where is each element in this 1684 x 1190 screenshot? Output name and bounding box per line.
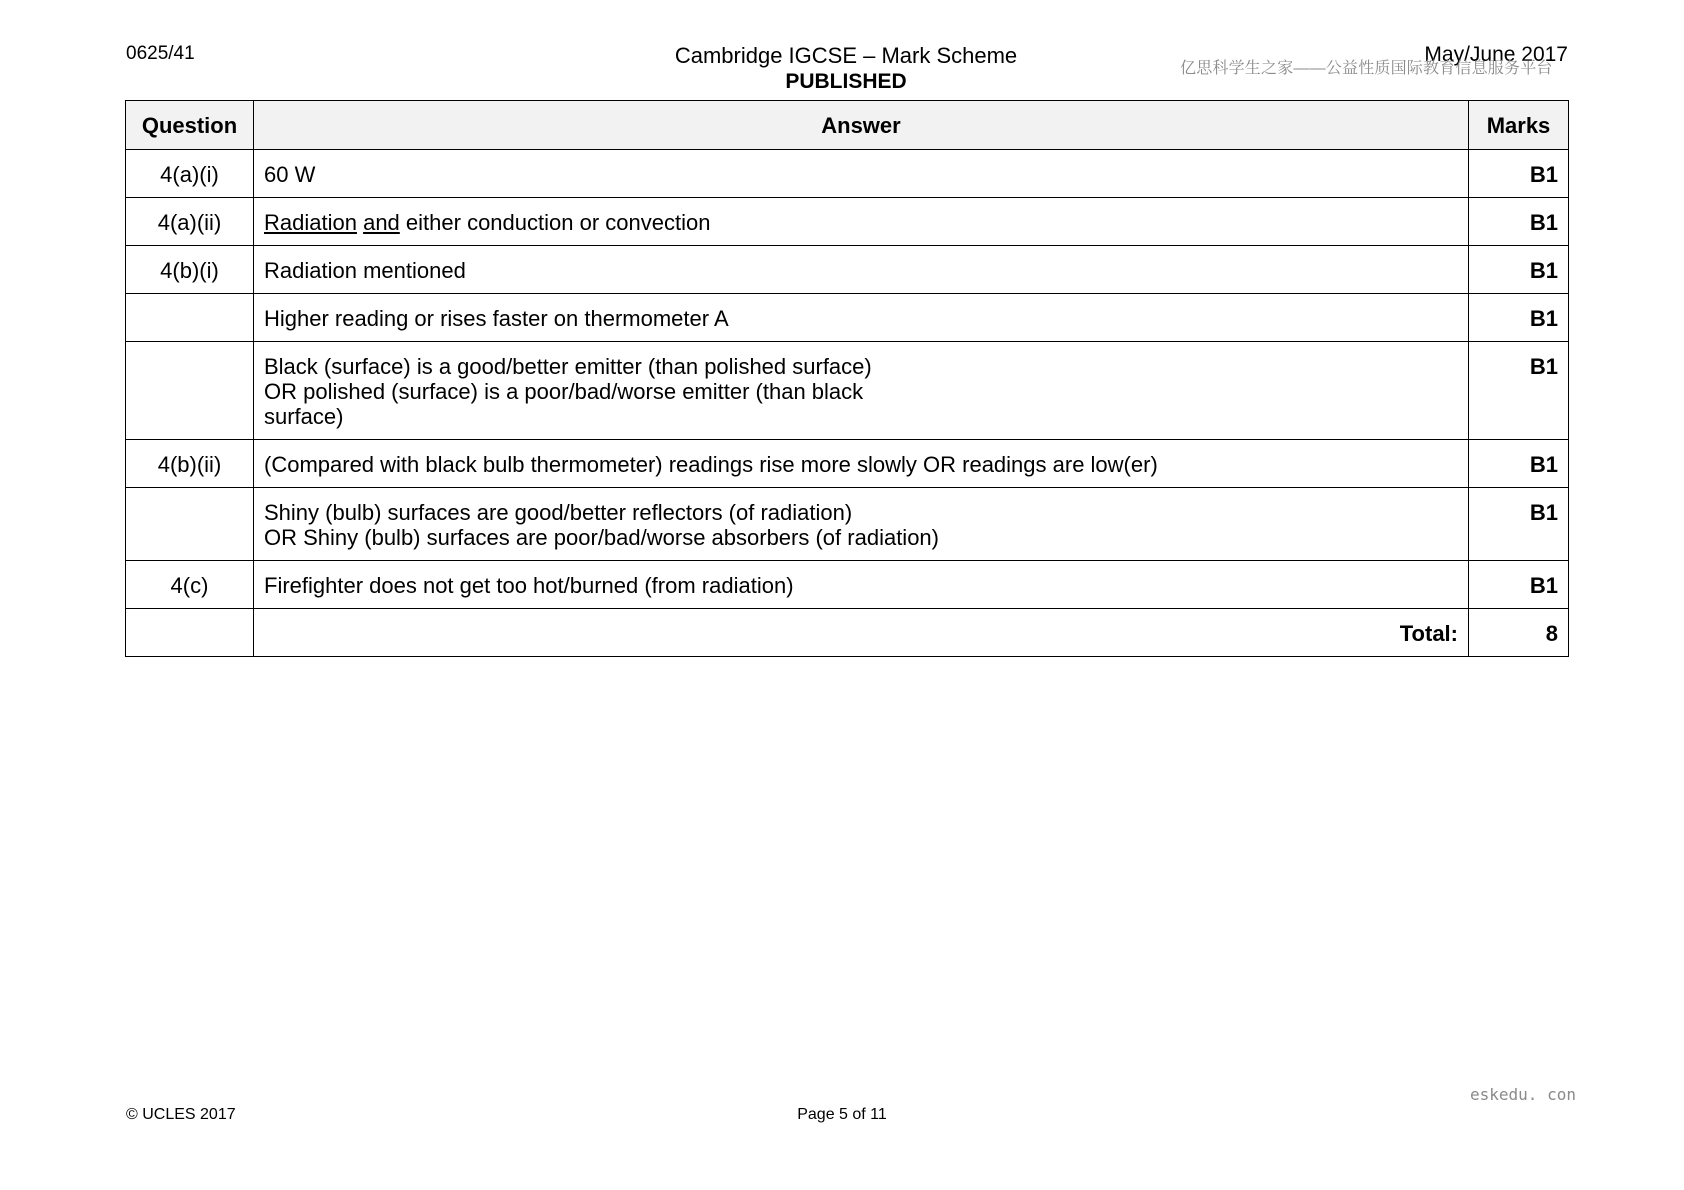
table-row — [126, 488, 1569, 561]
column-header-answer: Answer — [254, 101, 1469, 150]
answer-line: OR Shiny (bulb) surfaces are poor/bad/worse absorbers (of radiation) — [264, 525, 939, 550]
marks-cell: B1 — [1469, 440, 1569, 488]
table-row — [126, 561, 1569, 609]
answer-cell — [254, 488, 1469, 561]
watermark-text-bottom: eskedu. con — [1470, 1085, 1576, 1104]
marks-cell: B1 — [1469, 342, 1569, 440]
answer-line: OR polished (surface) is a poor/bad/worse emitter (than black — [264, 379, 864, 404]
answer-line: Black (surface) is a good/better emitter (than polished surface) — [264, 354, 872, 379]
document-heading — [600, 43, 1092, 95]
answer-cell — [254, 198, 1469, 246]
page-number: Page 5 of 11 — [797, 1106, 887, 1123]
answer-underlined-term: and — [363, 210, 400, 235]
column-header-question: Question — [126, 101, 254, 150]
marks-cell: B1 — [1469, 246, 1569, 294]
question-cell: 4(c) — [126, 561, 254, 609]
table-row — [126, 342, 1569, 440]
total-value: 8 — [1469, 609, 1569, 657]
question-cell: 4(a)(i) — [126, 150, 254, 198]
marks-cell: B1 — [1469, 150, 1569, 198]
question-cell: 4(b)(i) — [126, 246, 254, 294]
table-row — [126, 198, 1569, 246]
watermark-text-top: 亿思科学生之家——公益性质国际教育信息服务平台 — [1180, 60, 1553, 77]
marks-cell: B1 — [1469, 561, 1569, 609]
document-title: Cambridge IGCSE – Mark Scheme — [674, 43, 1018, 68]
copyright-notice: © UCLES 2017 — [126, 1106, 236, 1123]
answer-line: Shiny (bulb) surfaces are good/better reflectors (of radiation) — [264, 500, 853, 525]
question-cell — [126, 294, 254, 342]
answer-cell: Radiation mentioned — [254, 246, 1469, 294]
question-cell — [126, 488, 254, 561]
answer-cell — [254, 342, 1469, 440]
document-code: 0625/41 — [126, 43, 195, 64]
answer-cell: 60 W — [254, 150, 1469, 198]
table-row — [126, 246, 1569, 294]
total-label: Total: — [254, 609, 1469, 657]
exam-session: May/June 2017 — [1424, 43, 1568, 66]
mark-scheme-table — [125, 100, 1569, 657]
document-subtitle: PUBLISHED — [785, 70, 907, 93]
question-cell — [126, 342, 254, 440]
answer-underlined-term: Radiation — [264, 210, 357, 235]
table-row — [126, 150, 1569, 198]
table-row — [126, 294, 1569, 342]
marks-cell: B1 — [1469, 488, 1569, 561]
table-row — [126, 440, 1569, 488]
answer-cell: (Compared with black bulb thermometer) readings rise more slowly OR readings are low(er) — [254, 440, 1469, 488]
answer-line: surface) — [264, 404, 344, 429]
answer-cell: Firefighter does not get too hot/burned (from radiation) — [254, 561, 1469, 609]
answer-cell: Higher reading or rises faster on thermometer A — [254, 294, 1469, 342]
marks-cell: B1 — [1469, 198, 1569, 246]
answer-text: either conduction or convection — [405, 210, 711, 235]
column-header-marks: Marks — [1469, 101, 1569, 150]
table-header-row — [126, 101, 1569, 150]
marks-cell: B1 — [1469, 294, 1569, 342]
total-empty-cell — [126, 609, 254, 657]
question-cell: 4(a)(ii) — [126, 198, 254, 246]
question-cell: 4(b)(ii) — [126, 440, 254, 488]
total-row — [126, 609, 1569, 657]
